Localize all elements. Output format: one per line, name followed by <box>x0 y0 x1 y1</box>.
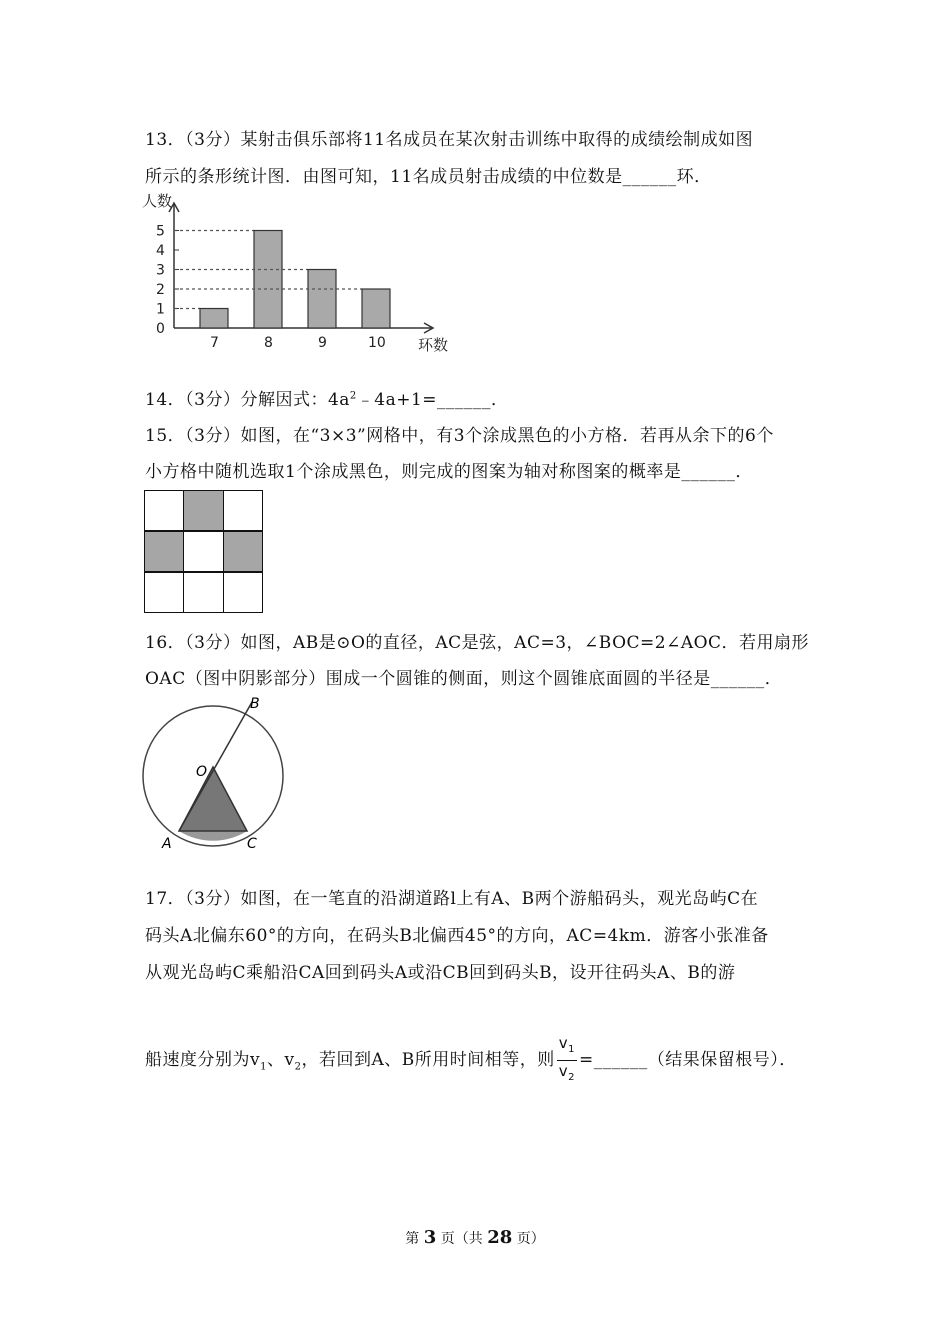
grid-cell-shaded <box>223 531 262 572</box>
grid-cell <box>145 572 184 613</box>
q15-line1: 15．（3分）如图，在“3×3”网格中，有3个涂成黑色的小方格．若再从余下的6个 <box>145 426 774 446</box>
q15-line2: 小方格中随机选取1个涂成黑色，则完成的图案为轴对称图案的概率是______． <box>145 462 753 482</box>
q14-sup: 2 <box>349 390 357 402</box>
circle-figure <box>140 690 290 855</box>
q17-text-d: =______（结果保留根号）． <box>579 1050 797 1070</box>
x-tick-label: 8 <box>264 335 273 351</box>
grid-cell-shaded <box>145 531 184 572</box>
x-tick-label: 9 <box>318 335 327 351</box>
q17-sub1: 1 <box>260 1061 267 1073</box>
bar-7 <box>200 309 228 329</box>
q14-text-after: ﹣4a+1=______． <box>356 390 509 410</box>
y-tick-label: 3 <box>156 262 165 279</box>
y-axis-label: 人数 <box>142 192 173 210</box>
q13-line2: 所示的条形统计图．由图可知，11名成员射击成绩的中位数是______环． <box>145 167 712 187</box>
q17-sub2: 2 <box>294 1061 302 1073</box>
q17-text-c: ，若回到A、B所用时间相等，则 <box>301 1050 555 1070</box>
page-footer: 第 3 页（共 28 页） <box>405 1227 545 1248</box>
y-tick-label: 2 <box>156 282 165 298</box>
page-total: 28 <box>487 1227 513 1248</box>
label-b: B <box>250 696 260 712</box>
y-tick-label: 1 <box>156 301 165 318</box>
q17-line2: 码头A北偏东60°的方向，在码头B北偏西45°的方向，AC=4km．游客小张准备 <box>145 926 769 946</box>
y-tick-label: 4 <box>156 243 165 259</box>
grid-cell <box>223 572 262 613</box>
q16-line2: OAC（图中阴影部分）围成一个圆锥的侧面，则这个圆锥底面圆的半径是______． <box>145 669 783 689</box>
fraction-v1-v2 <box>557 1033 577 1088</box>
x-tick-label: 10 <box>368 335 386 351</box>
fraction-numerator: $v_1$ <box>557 1033 577 1061</box>
q17-line1: 17．（3分）如图，在一笔直的沿湖道路l上有A、B两个游船码头，观光岛屿C在 <box>145 889 759 909</box>
grid-cell <box>184 531 223 572</box>
x-tick-label: 7 <box>210 335 219 351</box>
q13-line1: 13．（3分）某射击俱乐部将11名成员在某次射击训练中取得的成绩绘制成如图 <box>145 130 754 150</box>
y-tick-label: 0 <box>156 321 165 337</box>
shaded-segment <box>179 831 247 841</box>
bar-9 <box>308 270 336 329</box>
grid-3x3 <box>144 490 263 613</box>
label-c: C <box>247 836 257 852</box>
grid-cell <box>184 572 223 613</box>
q17-text-a: 船速度分别为v <box>145 1050 261 1070</box>
bar-chart <box>140 192 460 357</box>
grid-cell <box>223 491 262 532</box>
page-number: 3 <box>423 1227 437 1248</box>
grid-cell-shaded <box>184 491 223 532</box>
bar-8 <box>254 231 282 329</box>
fraction-denominator: $v_2$ <box>558 1062 576 1083</box>
grid-cell <box>145 491 184 532</box>
bar-10 <box>362 289 390 328</box>
y-tick-label: 5 <box>156 223 165 240</box>
q14-text-before: 14．（3分）分解因式：4a <box>145 390 350 410</box>
sector-oac <box>179 767 247 831</box>
q17-text-b: 、v <box>266 1050 295 1070</box>
label-o: O <box>196 764 208 780</box>
label-a: A <box>162 836 172 852</box>
q14-line <box>145 385 509 410</box>
q17-line3: 从观光岛屿C乘船沿CA回到码头A或沿CB回到码头B，设开往码头A、B的游 <box>145 963 736 983</box>
q17-line4 <box>145 1033 797 1088</box>
q16-line1: 16．（3分）如图，AB是⊙O的直径，AC是弦，AC=3，∠BOC=2∠AOC．若用扇形 <box>145 633 810 653</box>
x-axis-label: 环数 <box>418 336 449 354</box>
